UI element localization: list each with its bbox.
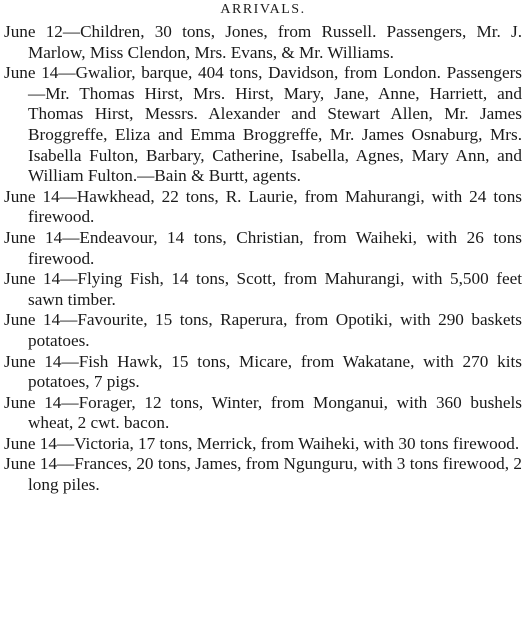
arrival-entry: June 12—Children, 30 tons, Jones, from Russell. Passengers, Mr. J. Marlow, Miss Clendon, Mrs. Evans, & Mr. Williams. (4, 22, 522, 62)
arrival-entry: June 14—Flying Fish, 14 tons, Scott, from Mahurangi, with 5,500 feet sawn timber. (4, 269, 522, 309)
arrival-entry: June 14—Endeavour, 14 tons, Christian, from Waiheki, with 26 tons firewood. (4, 227, 522, 268)
arrival-entry: June 14—Fish Hawk, 15 tons, Micare, from Wakatane, with 270 kits potatoes, 7 pigs. (4, 351, 522, 392)
arrival-entry: June 14—Forager, 12 tons, Winter, from Monganui, with 360 bushels wheat, 2 cwt. bacon. (4, 392, 522, 433)
arrival-entry: June 14—Hawkhead, 22 tons, R. Laurie, from Mahurangi, with 24 tons firewood. (4, 186, 522, 227)
arrival-entry: June 14—Favourite, 15 tons, Raperura, from Opotiki, with 290 baskets potatoes. (4, 310, 522, 350)
arrival-entry: June 14—Frances, 20 tons, James, from Ngunguru, with 3 tons firewood, 2 long piles. (4, 454, 522, 495)
arrival-entry: June 14—Victoria, 17 tons, Merrick, from Waiheki, with 30 tons firewood. (4, 433, 520, 453)
section-heading: ARRIVALS. (220, 2, 306, 17)
arrivals-list (4, 22, 522, 496)
arrival-entry: June 14—Gwalior, barque, 404 tons, Davidson, from London. Passengers—Mr. Thomas Hirst, Mrs. Hirst, Mary, Jane, Anne, Harriett, and Thomas Hirst, Messrs. Alexander and Stewart Allen, Mr. James Broggreffe, Eliza and Emma Broggreffe, Mr. James Osnaburg, Mrs. Isabella Fulton, Barbary, Catherine, Isabella, Agnes, Mary Ann, and William Fulton.—Bain & Burtt, agents. (4, 63, 522, 186)
